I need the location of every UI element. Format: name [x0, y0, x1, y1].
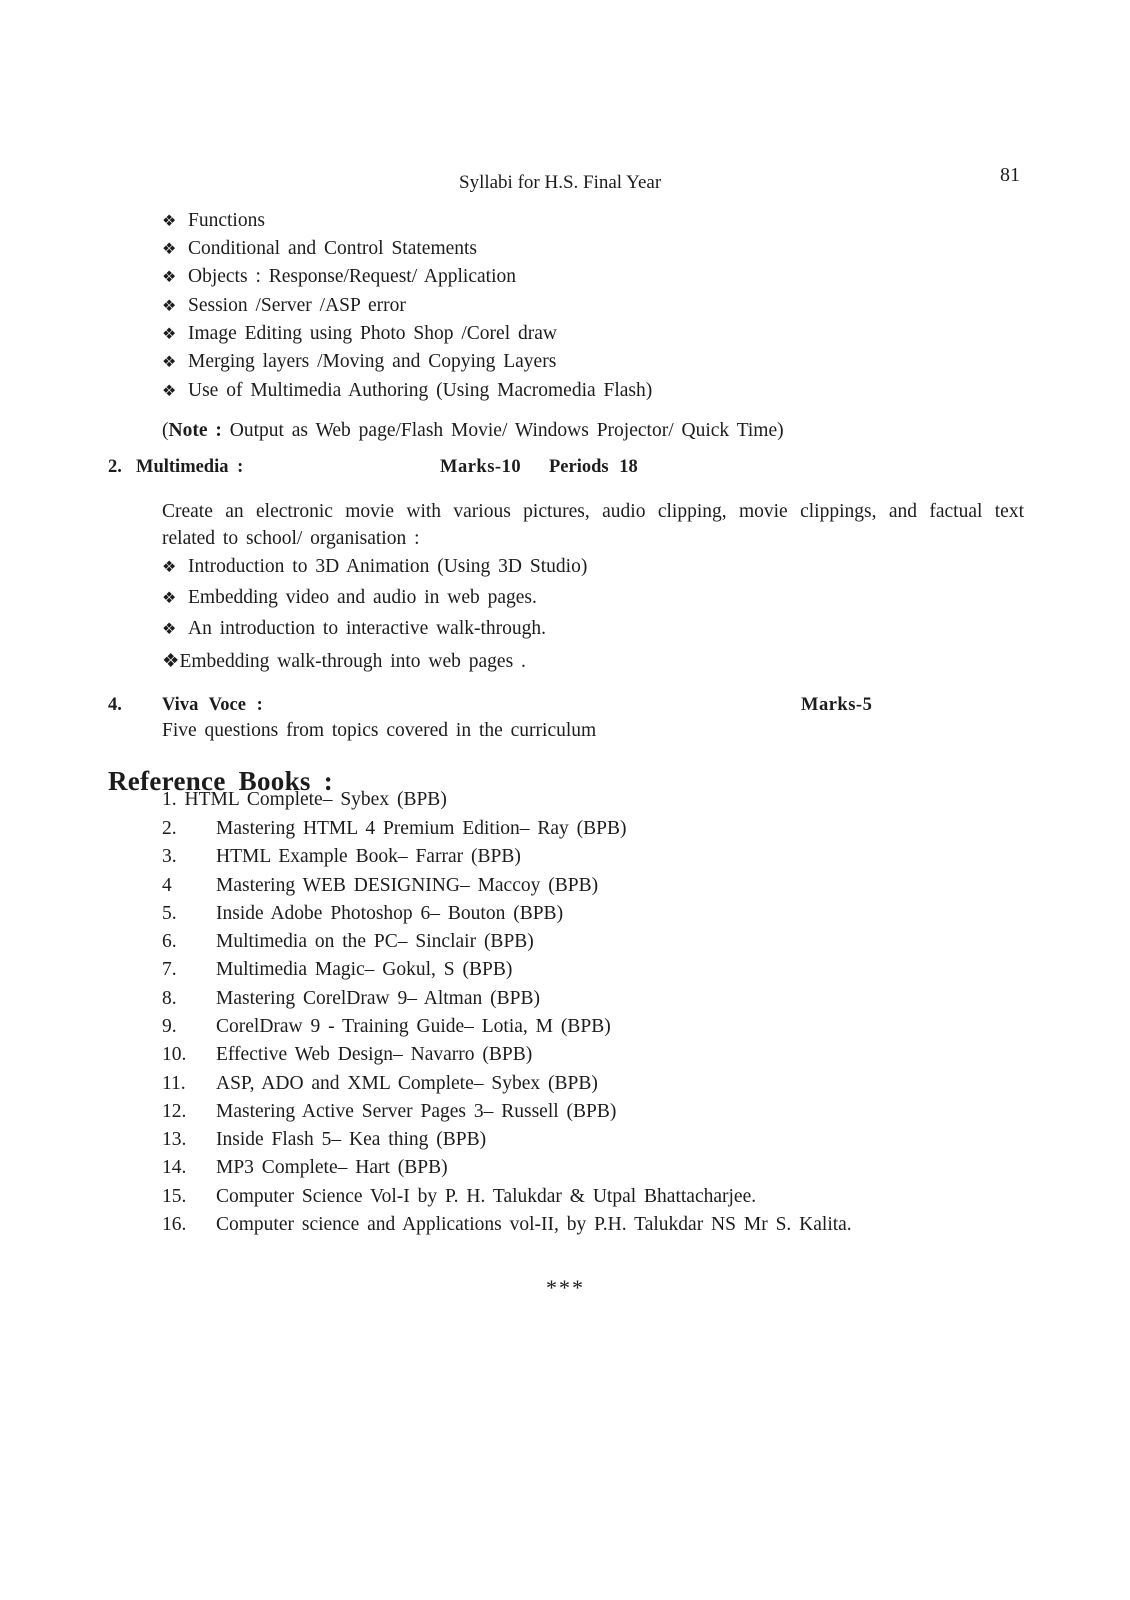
note-line: [162, 420, 784, 442]
reference-title: CorelDraw 9 - Training Guide– Lotia, M (BPB): [216, 1016, 611, 1037]
reference-number: 10.: [162, 1044, 187, 1065]
note-text: Output as Web page/Flash Movie/ Windows Projector/ Quick Time): [221, 420, 784, 441]
reference-number: 13.: [162, 1129, 187, 1150]
reference-number: 11.: [162, 1073, 186, 1094]
reference-number: 4: [162, 875, 172, 896]
topic-item: [162, 351, 556, 373]
reference-title: Inside Adobe Photoshop 6– Bouton (BPB): [216, 903, 564, 924]
reference-title: Mastering WEB DESIGNING– Maccoy (BPB): [216, 875, 599, 896]
reference-number: 3.: [162, 846, 177, 867]
bullet-icon: ❖: [162, 354, 177, 371]
topic-text: Functions: [188, 210, 265, 231]
section-number: 4.: [108, 695, 122, 715]
reference-number: 7.: [162, 959, 177, 980]
reference-number: 15.: [162, 1186, 187, 1207]
topic-text: Objects : Response/Request/ Application: [188, 266, 516, 287]
topic-item: [162, 210, 265, 232]
reference-title: Mastering HTML 4 Premium Edition– Ray (BPB): [216, 818, 627, 839]
page-number: 81: [1000, 164, 1020, 186]
reference-title: Inside Flash 5– Kea thing (BPB): [216, 1129, 487, 1150]
reference-title: Mastering CorelDraw 9– Altman (BPB): [216, 988, 540, 1009]
end-mark: ***: [546, 1275, 585, 1300]
bullet-icon: ❖: [162, 559, 177, 576]
running-title: Syllabi for H.S. Final Year: [459, 172, 662, 193]
section-description: Five questions from topics covered in the curriculum: [162, 720, 597, 741]
reference-number: 16.: [162, 1214, 187, 1235]
reference-number: 5.: [162, 903, 177, 924]
multimedia-item-text: Embedding video and audio in web pages.: [188, 587, 537, 608]
section-title: Multimedia :: [136, 457, 244, 477]
topic-text: Session /Server /ASP error: [188, 295, 406, 316]
section-title: Viva Voce :: [162, 695, 263, 715]
note-label: Note :: [168, 420, 222, 441]
section-marks: Marks-5: [801, 695, 873, 715]
multimedia-item: ❖Embedding walk-through into web pages .: [162, 651, 526, 672]
topic-item: [162, 266, 516, 288]
topic-item: [162, 380, 652, 402]
reference-title: MP3 Complete– Hart (BPB): [216, 1157, 448, 1178]
reference-heading: Reference Books :: [108, 766, 334, 796]
section-description: Create an electronic movie with various pictures, audio clipping, movie clippings, and factual text related to school/ organisation :: [162, 501, 1024, 549]
reference-title: Computer science and Applications vol-II, by P.H. Talukdar NS Mr S. Kalita.: [216, 1214, 852, 1235]
bullet-icon: ❖: [162, 213, 177, 230]
multimedia-item: [162, 556, 587, 578]
topic-text: Merging layers /Moving and Copying Layers: [188, 351, 557, 372]
multimedia-item-text: An introduction to interactive walk-through.: [188, 618, 547, 639]
reference-title: Multimedia Magic– Gokul, S (BPB): [216, 959, 513, 980]
reference-number: 12.: [162, 1101, 187, 1122]
bullet-icon: ❖: [162, 383, 177, 400]
reference-number: 8.: [162, 988, 177, 1009]
reference-number: 6.: [162, 931, 177, 952]
section-periods: Periods 18: [549, 457, 638, 477]
topic-text: Use of Multimedia Authoring (Using Macromedia Flash): [188, 380, 653, 401]
note-open: (: [162, 420, 169, 441]
reference-number: 9.: [162, 1016, 177, 1037]
topic-item: [162, 295, 406, 317]
section-marks: Marks-10: [440, 457, 522, 477]
reference-title: HTML Example Book– Farrar (BPB): [216, 846, 521, 867]
reference-title: ASP, ADO and XML Complete– Sybex (BPB): [216, 1073, 598, 1094]
bullet-icon: ❖: [162, 326, 177, 343]
reference-title: Effective Web Design– Navarro (BPB): [216, 1044, 533, 1065]
reference-item: 1. HTML Complete– Sybex (BPB): [162, 789, 447, 810]
topic-text: Image Editing using Photo Shop /Corel draw: [188, 323, 557, 344]
reference-title: Computer Science Vol-I by P. H. Talukdar & Utpal Bhattacharjee.: [216, 1186, 757, 1207]
topic-text: Conditional and Control Statements: [188, 238, 478, 259]
bullet-icon: ❖: [162, 298, 177, 315]
reference-number: 14.: [162, 1157, 187, 1178]
multimedia-item: [162, 587, 537, 609]
bullet-icon: ❖: [162, 241, 177, 258]
topic-item: [162, 238, 477, 260]
bullet-icon: ❖: [162, 621, 177, 638]
multimedia-item-text: Introduction to 3D Animation (Using 3D Studio): [188, 556, 588, 577]
bullet-icon: ❖: [162, 269, 177, 286]
topic-item: [162, 323, 557, 345]
section-number: 2.: [108, 457, 122, 477]
bullet-icon: ❖: [162, 590, 177, 607]
multimedia-item: [162, 618, 546, 640]
reference-title: Mastering Active Server Pages 3– Russell (BPB): [216, 1101, 617, 1122]
reference-title: Multimedia on the PC– Sinclair (BPB): [216, 931, 534, 952]
reference-number: 2.: [162, 818, 177, 839]
